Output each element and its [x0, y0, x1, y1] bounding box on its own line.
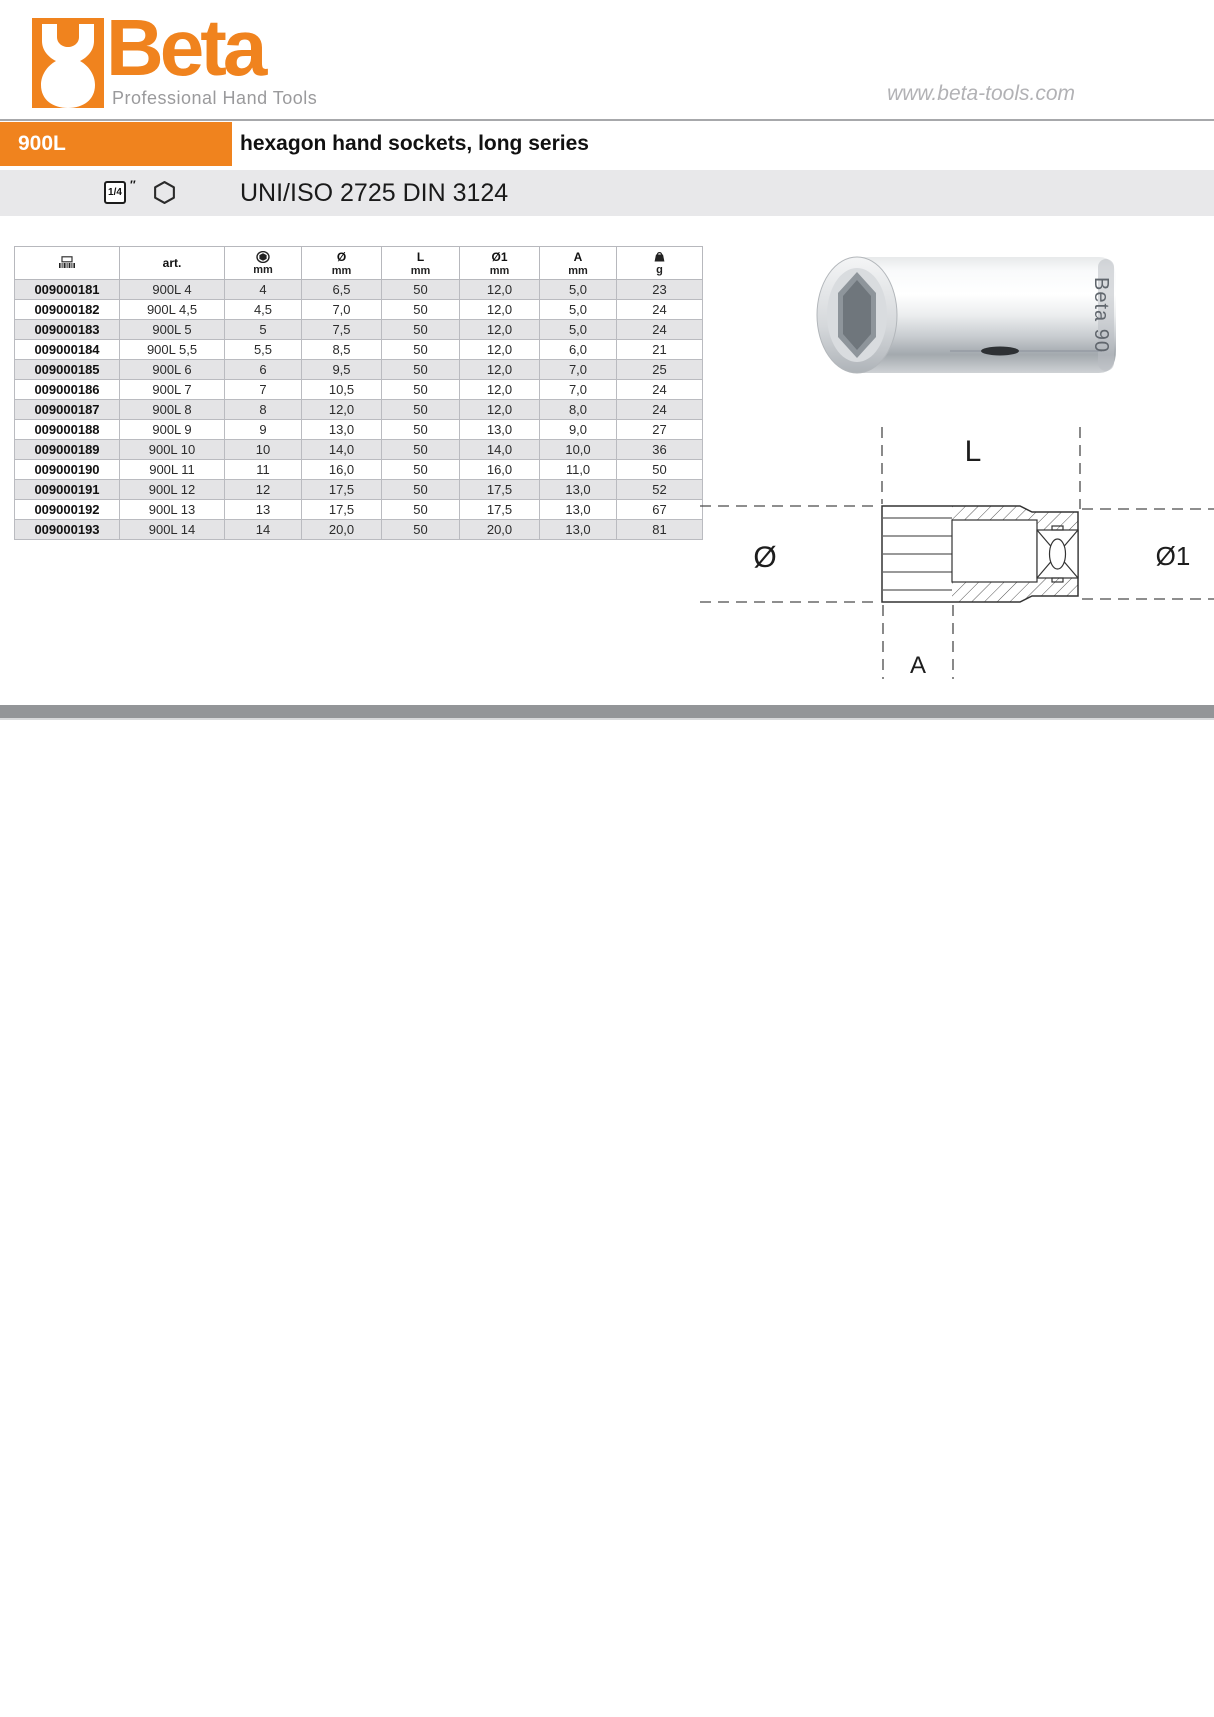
code-cell: 009000184 [15, 340, 120, 360]
weight-icon [654, 251, 665, 263]
value-cell: 4 [225, 280, 302, 300]
value-cell: 13 [225, 500, 302, 520]
value-cell: 7,5 [302, 320, 382, 340]
drive-size-icon: 1/4 [104, 181, 126, 204]
beta-logo [32, 18, 104, 108]
website-text: www.beta-tools.com [887, 82, 1075, 105]
table-row [15, 500, 703, 520]
value-cell: 12,0 [460, 280, 540, 300]
value-cell: 50 [617, 460, 703, 480]
value-cell: 14,0 [460, 440, 540, 460]
value-cell: 14,0 [302, 440, 382, 460]
value-cell: 20,0 [302, 520, 382, 540]
value-cell: 24 [617, 380, 703, 400]
col-unit: g [656, 263, 663, 276]
product-code-badge: 900L [0, 122, 232, 166]
value-cell: 10,5 [302, 380, 382, 400]
value-cell: 7 [225, 380, 302, 400]
value-cell: 24 [617, 320, 703, 340]
value-cell: 5,5 [225, 340, 302, 360]
code-cell: 009000190 [15, 460, 120, 480]
value-cell: 27 [617, 420, 703, 440]
value-cell: 13,0 [540, 520, 617, 540]
standards-text: UNI/ISO 2725 DIN 3124 [240, 179, 509, 207]
value-cell: 21 [617, 340, 703, 360]
col-label: art. [162, 256, 182, 270]
value-cell: 12,0 [460, 360, 540, 380]
value-cell: 5,0 [540, 280, 617, 300]
value-cell: 10,0 [540, 440, 617, 460]
value-cell: 23 [617, 280, 703, 300]
value-cell: 50 [382, 280, 460, 300]
dim-label-length: L [964, 435, 982, 468]
value-cell: 50 [382, 320, 460, 340]
col-label: Ø [336, 249, 347, 264]
value-cell: 36 [617, 440, 703, 460]
value-cell: 50 [382, 360, 460, 380]
value-cell: 12,0 [460, 380, 540, 400]
dim-label-hex-depth: A [909, 652, 927, 679]
art-cell: 900L 4,5 [120, 300, 225, 320]
table-row [15, 400, 703, 420]
value-cell: 50 [382, 520, 460, 540]
col-unit: mm [253, 263, 273, 276]
table-row [15, 440, 703, 460]
value-cell: 12,0 [460, 300, 540, 320]
value-cell: 50 [382, 480, 460, 500]
art-cell: 900L 8 [120, 400, 225, 420]
value-cell: 12 [225, 480, 302, 500]
product-photo [810, 250, 1125, 380]
code-cell: 009000193 [15, 520, 120, 540]
code-cell: 009000187 [15, 400, 120, 420]
table-row [15, 320, 703, 340]
value-cell: 13,0 [540, 480, 617, 500]
col-label: L [416, 249, 425, 264]
col-header-hex-size [225, 247, 302, 280]
value-cell: 17,5 [302, 500, 382, 520]
value-cell: 24 [617, 300, 703, 320]
brand-tagline: Professional Hand Tools [112, 88, 318, 108]
value-cell: 8,5 [302, 340, 382, 360]
col-header-hex-depth [540, 247, 617, 280]
value-cell: 4,5 [225, 300, 302, 320]
col-unit: mm [568, 264, 588, 277]
code-cell: 009000188 [15, 420, 120, 440]
brand-wordmark: Beta [106, 3, 264, 92]
value-cell: 10 [225, 440, 302, 460]
col-header-drive-diameter [460, 247, 540, 280]
value-cell: 8,0 [540, 400, 617, 420]
art-cell: 900L 6 [120, 360, 225, 380]
code-cell: 009000182 [15, 300, 120, 320]
header-divider-line [0, 119, 1214, 121]
value-cell: 50 [382, 440, 460, 460]
art-cell: 900L 10 [120, 440, 225, 460]
table-row [15, 420, 703, 440]
code-cell: 009000192 [15, 500, 120, 520]
art-cell: 900L 5,5 [120, 340, 225, 360]
col-header-code [15, 247, 120, 280]
value-cell: 52 [617, 480, 703, 500]
value-cell: 25 [617, 360, 703, 380]
art-cell: 900L 5 [120, 320, 225, 340]
col-label: A [573, 249, 583, 264]
table-header-row [15, 247, 703, 280]
value-cell: 50 [382, 340, 460, 360]
value-cell: 6,5 [302, 280, 382, 300]
table-row [15, 300, 703, 320]
value-cell: 12,0 [460, 320, 540, 340]
value-cell: 50 [382, 300, 460, 320]
value-cell: 7,0 [540, 380, 617, 400]
art-cell: 900L 4 [120, 280, 225, 300]
col-header-weight [617, 247, 703, 280]
value-cell: 13,0 [460, 420, 540, 440]
hex-profile-icon [152, 180, 177, 205]
standards-bar [0, 170, 1214, 216]
table-row [15, 280, 703, 300]
value-cell: 12,0 [460, 340, 540, 360]
value-cell: 14 [225, 520, 302, 540]
table-row [15, 380, 703, 400]
spec-table-body [15, 280, 703, 540]
value-cell: 9,5 [302, 360, 382, 380]
code-cell: 009000186 [15, 380, 120, 400]
value-cell: 50 [382, 380, 460, 400]
col-unit: mm [410, 264, 431, 277]
value-cell: 16,0 [460, 460, 540, 480]
value-cell: 81 [617, 520, 703, 540]
inch-mark: ″ [130, 178, 136, 192]
value-cell: 11,0 [540, 460, 617, 480]
value-cell: 11 [225, 460, 302, 480]
table-row [15, 480, 703, 500]
art-cell: 900L 9 [120, 420, 225, 440]
value-cell: 13,0 [540, 500, 617, 520]
value-cell: 50 [382, 400, 460, 420]
value-cell: 7,0 [302, 300, 382, 320]
col-unit: mm [489, 264, 510, 277]
code-cell: 009000191 [15, 480, 120, 500]
art-cell: 900L 13 [120, 500, 225, 520]
value-cell: 7,0 [540, 360, 617, 380]
code-cell: 009000183 [15, 320, 120, 340]
col-unit: mm [331, 264, 352, 277]
value-cell: 5,0 [540, 320, 617, 340]
value-cell: 67 [617, 500, 703, 520]
table-row [15, 460, 703, 480]
value-cell: 5 [225, 320, 302, 340]
value-cell: 16,0 [302, 460, 382, 480]
col-label: Ø1 [491, 249, 508, 264]
spec-table [14, 246, 703, 540]
barcode-icon [58, 256, 76, 269]
art-cell: 900L 12 [120, 480, 225, 500]
col-header-art [120, 247, 225, 280]
value-cell: 17,5 [460, 500, 540, 520]
value-cell: 17,5 [460, 480, 540, 500]
value-cell: 20,0 [460, 520, 540, 540]
value-cell: 5,0 [540, 300, 617, 320]
table-row [15, 340, 703, 360]
hex-socket-icon [256, 251, 270, 263]
photo-engraving: Beta 90 [1090, 277, 1112, 353]
code-cell: 009000181 [15, 280, 120, 300]
page-title: hexagon hand sockets, long series [240, 132, 589, 155]
value-cell: 24 [617, 400, 703, 420]
table-row [15, 520, 703, 540]
value-cell: 9,0 [540, 420, 617, 440]
col-header-diameter [302, 247, 382, 280]
table-row [15, 360, 703, 380]
dim-label-drive-diameter: Ø1 [1155, 541, 1191, 571]
value-cell: 9 [225, 420, 302, 440]
code-cell: 009000185 [15, 360, 120, 380]
dim-label-diameter: Ø [753, 541, 777, 574]
value-cell: 50 [382, 460, 460, 480]
art-cell: 900L 7 [120, 380, 225, 400]
value-cell: 6 [225, 360, 302, 380]
value-cell: 8 [225, 400, 302, 420]
bottom-divider-bar [0, 705, 1214, 720]
code-cell: 009000189 [15, 440, 120, 460]
art-cell: 900L 11 [120, 460, 225, 480]
value-cell: 12,0 [460, 400, 540, 420]
value-cell: 50 [382, 500, 460, 520]
value-cell: 12,0 [302, 400, 382, 420]
value-cell: 6,0 [540, 340, 617, 360]
col-header-length [382, 247, 460, 280]
technical-drawing [690, 425, 1214, 695]
art-cell: 900L 14 [120, 520, 225, 540]
value-cell: 13,0 [302, 420, 382, 440]
value-cell: 50 [382, 420, 460, 440]
value-cell: 17,5 [302, 480, 382, 500]
